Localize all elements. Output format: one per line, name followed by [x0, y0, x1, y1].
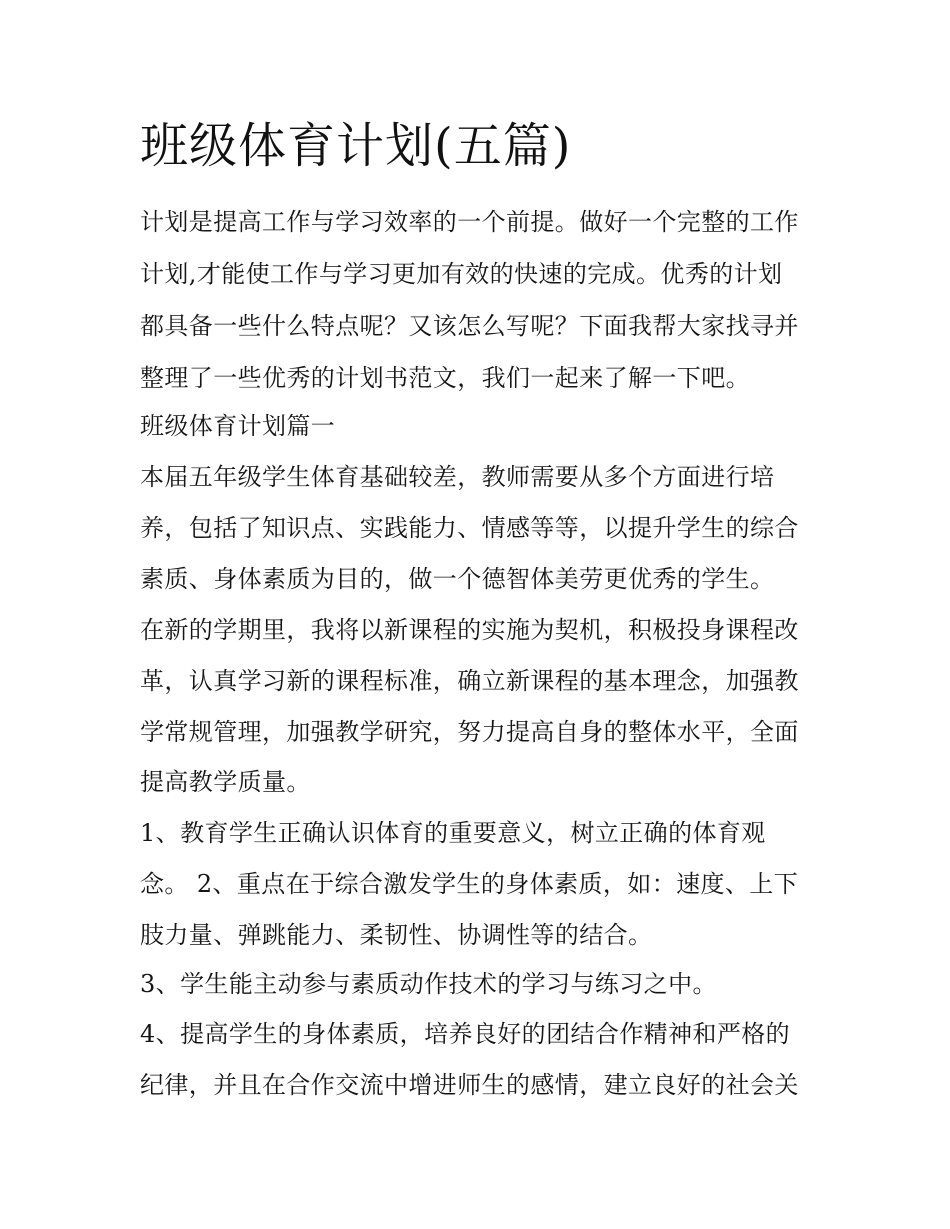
- paragraph-background-line-1: 本届五年级学生体育基础较差，教师需要从多个方面进行培: [140, 463, 775, 491]
- paragraph-intro-line-3: 都具备一些什么特点呢？又该怎么写呢？下面我帮大家找寻并: [140, 312, 799, 340]
- goal-item-3: 3、学生能主动参与素质动作技术的学习与练习之中。: [140, 970, 717, 998]
- paragraph-plan-line-3: 学常规管理，加强教学研究，努力提高自身的整体水平，全面: [140, 718, 799, 746]
- goal-item-1-2-line-2: 念。 2、重点在于综合激发学生的身体素质，如：速度、上下: [140, 870, 799, 898]
- paragraph-background-line-3: 素质、身体素质为目的，做一个德智体美劳更优秀的学生。: [140, 565, 775, 593]
- paragraph-plan-line-4: 提高教学质量。: [140, 768, 311, 796]
- goal-item-4-line-2: 纪律，并且在合作交流中增进师生的感情，建立良好的社会关: [140, 1071, 799, 1099]
- section-heading-part-one: 班级体育计划篇一: [140, 412, 336, 440]
- goal-item-4-line-1: 4、提高学生的身体素质，培养良好的团结合作精神和严格的: [140, 1020, 791, 1048]
- paragraph-intro-line-4: 整理了一些优秀的计划书范文，我们一起来了解一下吧。: [140, 364, 750, 392]
- paragraph-intro-line-1: 计划是提高工作与学习效率的一个前提。做好一个完整的工作: [140, 208, 799, 236]
- paragraph-intro-line-2: 计划,才能使工作与学习更加有效的快速的完成。优秀的计划: [140, 260, 783, 288]
- paragraph-plan-line-2: 革，认真学习新的课程标准，确立新课程的基本理念，加强教: [140, 667, 799, 695]
- paragraph-background-line-2: 养，包括了知识点、实践能力、情感等等，以提升学生的综合: [140, 514, 799, 542]
- document-title: 班级体育计划(五篇): [140, 118, 572, 174]
- goal-item-1-line-1: 1、教育学生正确认识体育的重要意义，树立正确的体育观: [140, 819, 766, 847]
- paragraph-plan-line-1: 在新的学期里，我将以新课程的实施为契机，积极投身课程改: [140, 616, 799, 644]
- goal-item-2-line-3: 肢力量、弹跳能力、柔韧性、协调性等的结合。: [140, 921, 653, 949]
